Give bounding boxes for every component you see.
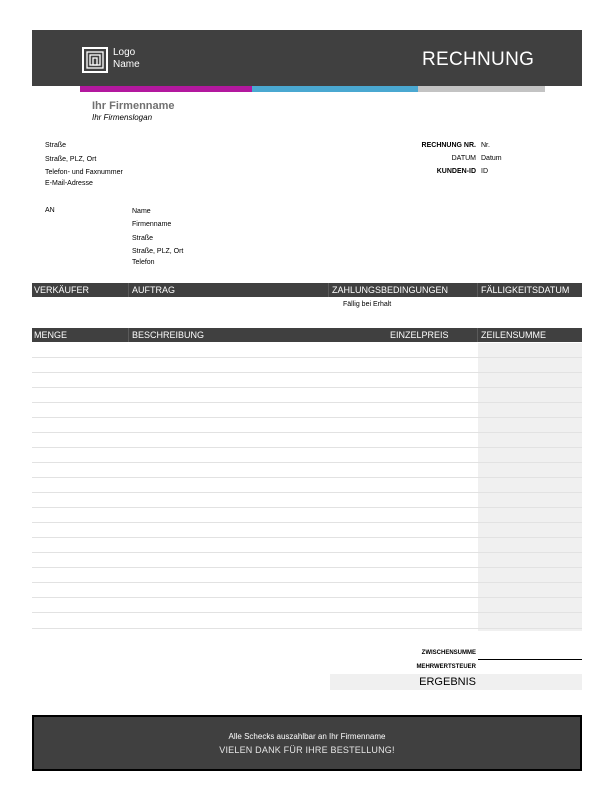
table-row	[32, 507, 582, 508]
column-divider	[477, 328, 478, 342]
table-row	[32, 387, 582, 388]
quantity-column-header: MENGE	[34, 330, 68, 340]
items-table-header	[32, 328, 582, 342]
invoice-number-value: Nr.	[481, 142, 490, 149]
seller-column-header: VERKÄUFER	[34, 285, 90, 295]
accent-stripe-blue	[252, 86, 418, 92]
date-value: Datum	[481, 155, 502, 162]
column-divider	[128, 328, 129, 342]
total-label: ERGEBNIS	[419, 676, 476, 688]
tax-label: MEHRWERTSTEUER	[416, 664, 476, 670]
table-row	[32, 477, 582, 478]
invoice-header	[32, 30, 582, 86]
sender-email: E-Mail-Adresse	[45, 180, 93, 187]
recipient-city: Straße, PLZ, Ort	[132, 248, 184, 255]
company-slogan: Ihr Firmenslogan	[92, 113, 153, 122]
table-row	[32, 357, 582, 358]
logo-line-1: Logo	[113, 47, 136, 58]
table-row	[32, 612, 582, 613]
table-row	[32, 522, 582, 523]
table-row	[32, 628, 582, 629]
customer-id-label: KUNDEN-ID	[436, 168, 476, 175]
thank-you-message: VIELEN DANK FÜR IHRE BESTELLUNG!	[219, 745, 395, 755]
column-divider	[128, 283, 129, 297]
subtotal-value-line	[478, 659, 582, 660]
table-row	[32, 372, 582, 373]
accent-stripe-gray	[418, 86, 545, 92]
table-row	[32, 492, 582, 493]
recipient-phone: Telefon	[132, 259, 155, 266]
unit-price-column-header: EINZELPREIS	[390, 330, 449, 340]
table-row	[32, 432, 582, 433]
sender-city: Straße, PLZ, Ort	[45, 156, 97, 163]
document-title: RECHNUNG	[422, 49, 535, 70]
invoice-footer	[32, 715, 582, 771]
terms-table-header	[32, 283, 582, 297]
payment-terms-value: Fällig bei Erhalt	[343, 301, 392, 308]
sender-street: Straße	[45, 142, 67, 149]
checks-payable-line: Alle Schecks auszahlbar an Ihr Firmenname	[228, 732, 386, 741]
line-total-column-header: ZEILENSUMME	[481, 330, 547, 340]
table-row	[32, 402, 582, 403]
logo-line-2: Name	[113, 59, 140, 70]
logo-name	[113, 47, 140, 71]
table-row	[32, 597, 582, 598]
table-row	[32, 537, 582, 538]
recipient-name: Name	[132, 208, 151, 215]
table-row	[32, 417, 582, 418]
accent-stripe-magenta	[80, 86, 252, 92]
order-column-header: AUFTRAG	[132, 285, 176, 295]
customer-id-value: ID	[481, 168, 488, 175]
table-row	[32, 582, 582, 583]
recipient-street: Straße	[132, 235, 154, 242]
column-divider	[328, 283, 329, 297]
date-label: DATUM	[451, 155, 476, 162]
subtotal-label: ZWISCHENSUMME	[421, 650, 476, 656]
column-divider	[477, 283, 478, 297]
table-row	[32, 567, 582, 568]
payment-terms-column-header: ZAHLUNGSBEDINGUNGEN	[332, 285, 449, 295]
sender-phone-fax: Telefon- und Faxnummer	[45, 169, 123, 176]
due-date-column-header: FÄLLIGKEITSDATUM	[481, 285, 570, 295]
table-row	[32, 447, 582, 448]
logo-icon	[82, 47, 108, 73]
table-row	[32, 462, 582, 463]
invoice-number-label: RECHNUNG NR.	[421, 142, 476, 149]
company-name: Ihr Firmenname	[92, 100, 175, 112]
recipient-label: AN	[45, 207, 55, 214]
recipient-company: Firmenname	[132, 221, 172, 228]
table-row	[32, 552, 582, 553]
description-column-header: BESCHREIBUNG	[132, 330, 205, 340]
